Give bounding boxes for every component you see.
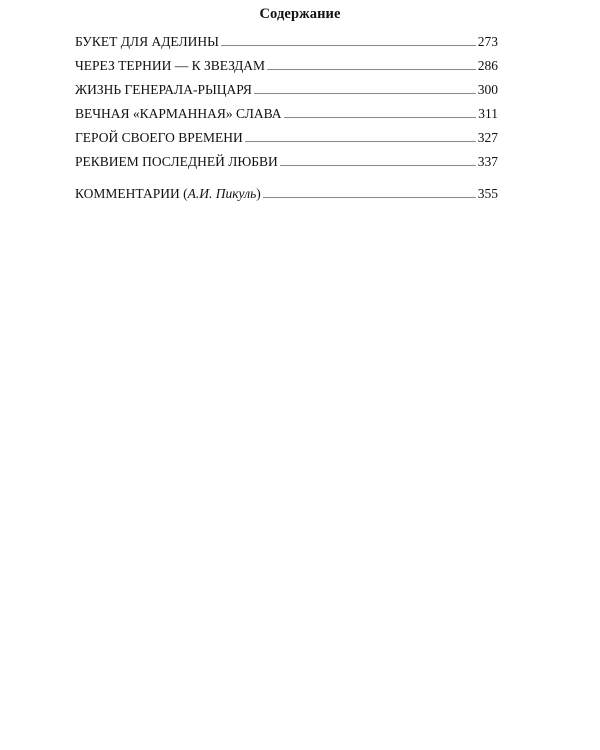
table-of-contents [75,34,498,210]
toc-entry-title-author: А.И. Пикуль [187,186,257,201]
toc-entry-title-prefix: КОММЕНТАРИИ ( [75,186,188,201]
toc-entry-comments[interactable] [75,186,498,202]
dot-leader [263,196,476,199]
toc-entry-page: 273 [477,34,498,49]
toc-entry-title-suffix: ) [256,186,261,201]
toc-entry-title: ГЕРОЙ СВОЕГО ВРЕМЕНИ [75,130,243,145]
toc-entry-title: ВЕЧНАЯ «КАРМАННАЯ» СЛАВА [75,106,282,121]
toc-heading: Содержание [259,6,341,22]
dot-leader [245,140,476,143]
toc-entry[interactable] [75,130,498,146]
toc-entry-page: 311 [478,106,498,121]
toc-entry[interactable] [75,106,498,122]
toc-entry[interactable] [75,82,498,98]
toc-entry-page: 286 [477,58,498,73]
toc-entry[interactable] [75,34,498,50]
dot-leader [221,44,476,47]
toc-entry-page: 327 [477,130,498,145]
toc-entry-page: 337 [477,154,498,169]
toc-entry-title: ЧЕРЕЗ ТЕРНИИ — К ЗВЕЗДАМ [75,58,266,73]
dot-leader [284,116,477,119]
toc-entry[interactable] [75,154,498,170]
toc-entry-title [75,186,261,202]
toc-entry[interactable] [75,58,498,74]
toc-entry-title: БУКЕТ ДЛЯ АДЕЛИНЫ [75,34,219,49]
toc-entry-title: ЖИЗНЬ ГЕНЕРАЛА-РЫЦАРЯ [75,82,252,97]
dot-leader [267,68,476,71]
toc-entry-page: 300 [477,82,498,97]
dot-leader [280,164,476,167]
dot-leader [254,92,476,95]
toc-entry-page: 355 [477,186,498,201]
toc-entry-title: РЕКВИЕМ ПОСЛЕДНЕЙ ЛЮБВИ [75,154,278,169]
